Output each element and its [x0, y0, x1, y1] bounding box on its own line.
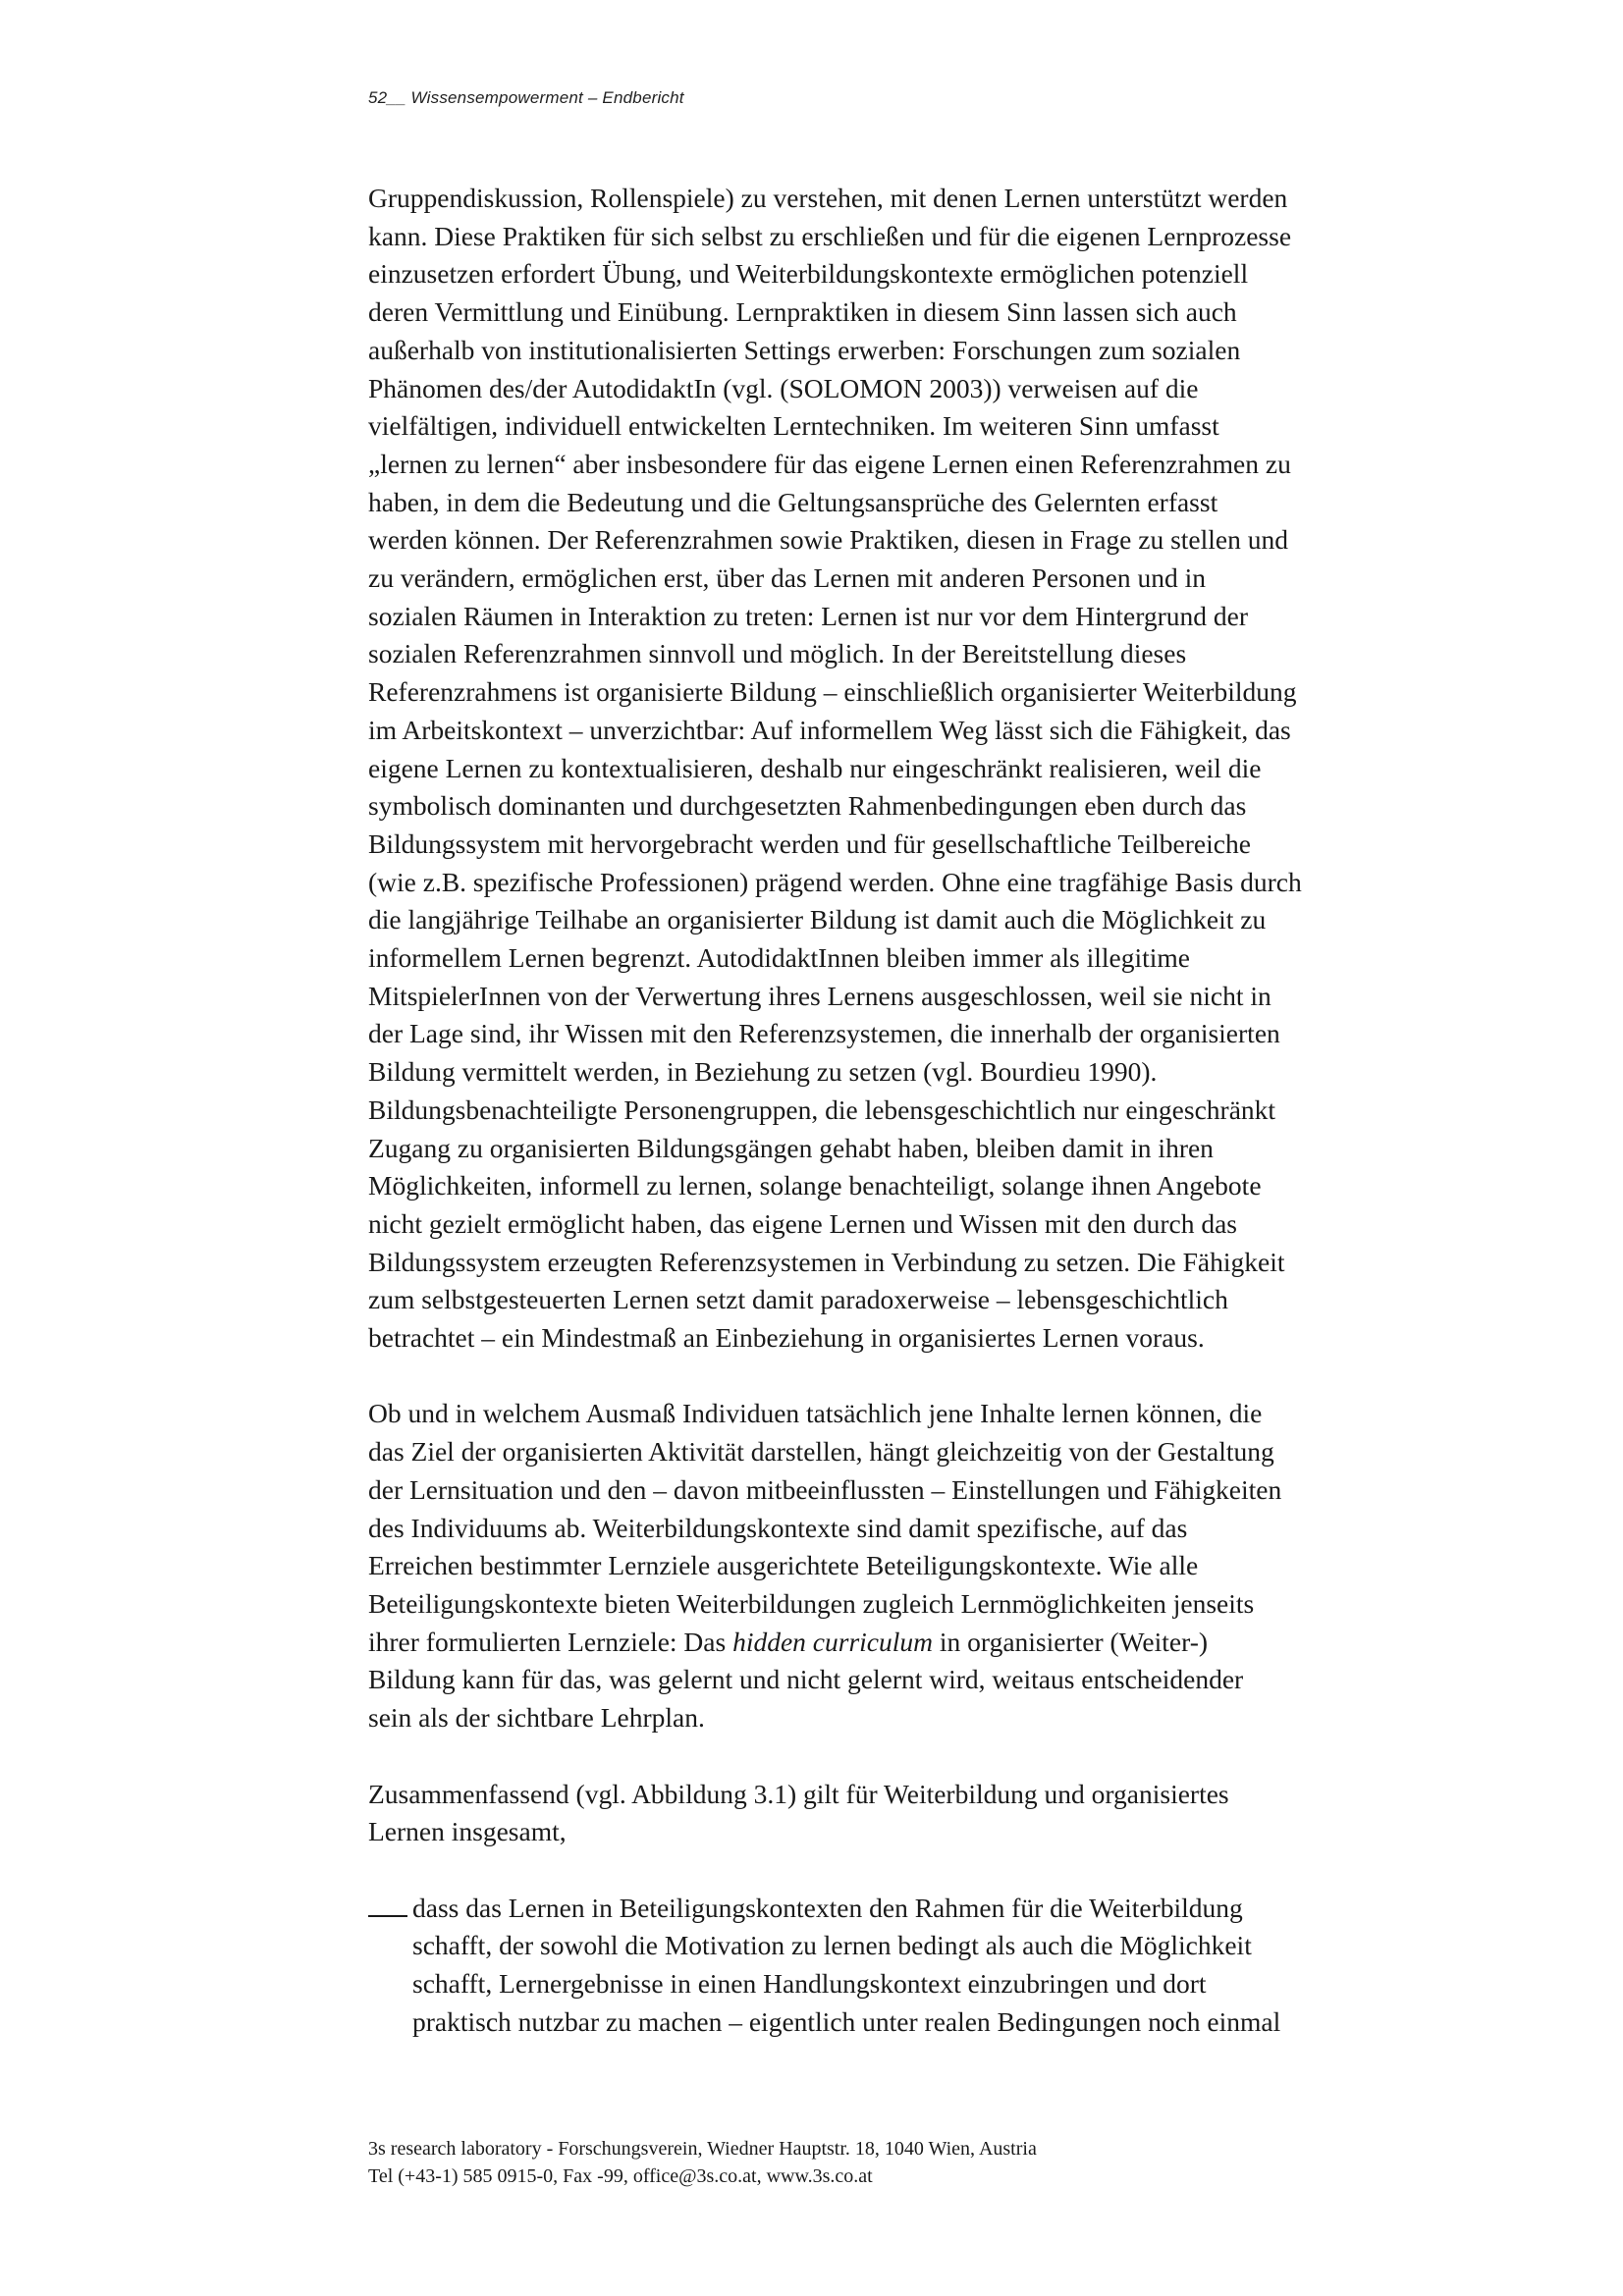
- text-line: MitspielerInnen von der Verwertung ihres Lernens ausgeschlossen, weil sie nicht in: [368, 980, 1271, 1011]
- text-line: nicht gezielt ermöglicht haben, das eigene Lernen und Wissen mit den durch das: [368, 1207, 1237, 1239]
- text-line: sozialen Räumen in Interaktion zu treten: Lernen ist nur vor dem Hintergrund der: [368, 600, 1249, 631]
- text-line: [368, 1624, 1448, 1662]
- text-line: außerhalb von institutionalisierten Settings erwerben: Forschungen zum sozialen: [368, 334, 1241, 365]
- text-line: (wie z.B. spezifische Professionen) prägend werden. Ohne eine tragfähige Basis durch: [368, 866, 1302, 897]
- footer-address: 3s research laboratory - Forschungsverein, Wiedner Hauptstr. 18, 1040 Wien, Austria: [368, 2138, 1037, 2160]
- text-line: sozialen Referenzrahmen sinnvoll und möglich. In der Bereitstellung dieses: [368, 638, 1187, 669]
- text-line: Beteiligungskontexte bieten Weiterbildungen zugleich Lernmöglichkeiten jenseits: [368, 1588, 1255, 1619]
- text-line: zu verändern, ermöglichen erst, über das Lernen mit anderen Personen und in: [368, 562, 1206, 594]
- bullet-item: [368, 1890, 1448, 2042]
- bullet-text-line: schafft, Lernergebnisse in einen Handlungskontext einzubringen und dort: [412, 1968, 1207, 1999]
- paragraph-1: [368, 180, 1448, 1358]
- text-line: Lernen insgesamt,: [368, 1816, 567, 1847]
- text-line: zum selbstgesteuerten Lernen setzt damit paradoxerweise – lebensgeschichtlich: [368, 1284, 1228, 1315]
- text-segment: ihrer formulierten Lernziele: Das: [368, 1626, 733, 1657]
- text-line: der Lage sind, ihr Wissen mit den Referenzsystemen, die innerhalb der organisierten: [368, 1018, 1280, 1049]
- paragraph-2: [368, 1395, 1448, 1736]
- text-line: Bildungsbenachteiligte Personengruppen, die lebensgeschichtlich nur eingeschränkt: [368, 1094, 1276, 1125]
- text-segment: in organisierter (Weiter-): [933, 1626, 1209, 1657]
- text-line: Bildungssystem mit hervorgebracht werden und für gesellschaftliche Teilbereiche: [368, 828, 1251, 859]
- paragraph-3: [368, 1776, 1448, 1851]
- text-line: deren Vermittlung und Einübung. Lernpraktiken in diesem Sinn lassen sich auch: [368, 296, 1237, 328]
- text-line: Phänomen des/der AutodidaktIn (vgl. (SOLOMON 2003)) verweisen auf die: [368, 372, 1199, 403]
- text-line: einzusetzen erfordert Übung, und Weiterbildungskontexte ermöglichen potenziell: [368, 258, 1249, 290]
- bullet-text-line: dass das Lernen in Beteiligungskontexten den Rahmen für die Weiterbildung: [412, 1892, 1243, 1923]
- main-text: [368, 180, 1448, 2041]
- footer: [368, 2135, 1037, 2190]
- text-line: Referenzrahmens ist organisierte Bildung – einschließlich organisierter Weiterbildung: [368, 676, 1297, 708]
- text-line: des Individuums ab. Weiterbildungskontexte sind damit spezifische, auf das: [368, 1512, 1188, 1543]
- footer-contact: Tel (+43-1) 585 0915-0, Fax -99, office@3s.co.at, www.3s.co.at: [368, 2165, 873, 2187]
- text-line: „lernen zu lernen“ aber insbesondere für das eigene Lernen einen Referenzrahmen zu: [368, 448, 1291, 479]
- text-line: informellem Lernen begrenzt. AutodidaktInnen bleiben immer als illegitime: [368, 942, 1190, 974]
- text-line: die langjährige Teilhabe an organisierter Bildung ist damit auch die Möglichkeit zu: [368, 904, 1267, 935]
- text-line: haben, in dem die Bedeutung und die Geltungsansprüche des Gelernten erfasst: [368, 486, 1218, 517]
- bullet-dash-icon: [368, 1890, 407, 1917]
- text-line: symbolisch dominanten und durchgesetzten Rahmenbedingungen eben durch das: [368, 790, 1247, 822]
- text-line: betrachtet – ein Mindestmaß an Einbeziehung in organisiertes Lernen voraus.: [368, 1322, 1205, 1354]
- text-line: eigene Lernen zu kontextualisieren, deshalb nur eingeschränkt realisieren, weil die: [368, 752, 1262, 783]
- bullet-text-line: praktisch nutzbar zu machen – eigentlich unter realen Bedingungen noch einmal: [412, 2005, 1281, 2037]
- text-line: kann. Diese Praktiken für sich selbst zu erschließen und für die eigenen Lernprozesse: [368, 220, 1292, 251]
- text-line: werden können. Der Referenzrahmen sowie Praktiken, diesen in Frage zu stellen und: [368, 524, 1288, 556]
- text-line: Zusammenfassend (vgl. Abbildung 3.1) gilt für Weiterbildung und organisiertes: [368, 1778, 1229, 1809]
- text-line: vielfältigen, individuell entwickelten Lerntechniken. Im weiteren Sinn umfasst: [368, 410, 1219, 442]
- text-line: Bildung kann für das, was gelernt und nicht gelernt wird, weitaus entscheidender: [368, 1664, 1244, 1695]
- text-line: im Arbeitskontext – unverzichtbar: Auf informellem Weg lässt sich die Fähigkeit, das: [368, 714, 1291, 745]
- italic-term: hidden curriculum: [732, 1626, 934, 1657]
- text-line: Zugang zu organisierten Bildungsgängen gehabt haben, bleiben damit in ihren: [368, 1132, 1214, 1163]
- text-line: Möglichkeiten, informell zu lernen, solange benachteiligt, solange ihnen Angebote: [368, 1170, 1262, 1201]
- text-line: Erreichen bestimmter Lernziele ausgerichtete Beteiligungskontexte. Wie alle: [368, 1550, 1199, 1581]
- text-line: das Ziel der organisierten Aktivität darstellen, hängt gleichzeitig von der Gestaltung: [368, 1436, 1274, 1468]
- running-head: 52__ Wissensempowerment – Endbericht: [368, 88, 684, 107]
- text-line: Bildung vermittelt werden, in Beziehung zu setzen (vgl. Bourdieu 1990).: [368, 1056, 1158, 1088]
- text-line: Bildungssystem erzeugten Referenzsystemen in Verbindung zu setzen. Die Fähigkeit: [368, 1246, 1285, 1277]
- bullet-text-line: schafft, der sowohl die Motivation zu lernen bedingt als auch die Möglichkeit: [412, 1930, 1252, 1961]
- text-line: sein als der sichtbare Lehrplan.: [368, 1702, 705, 1734]
- text-line: Ob und in welchem Ausmaß Individuen tatsächlich jene Inhalte lernen können, die: [368, 1398, 1263, 1429]
- text-line: der Lernsituation und den – davon mitbeeinflussten – Einstellungen und Fähigkeiten: [368, 1473, 1282, 1505]
- text-line: Gruppendiskussion, Rollenspiele) zu verstehen, mit denen Lernen unterstützt werden: [368, 183, 1288, 213]
